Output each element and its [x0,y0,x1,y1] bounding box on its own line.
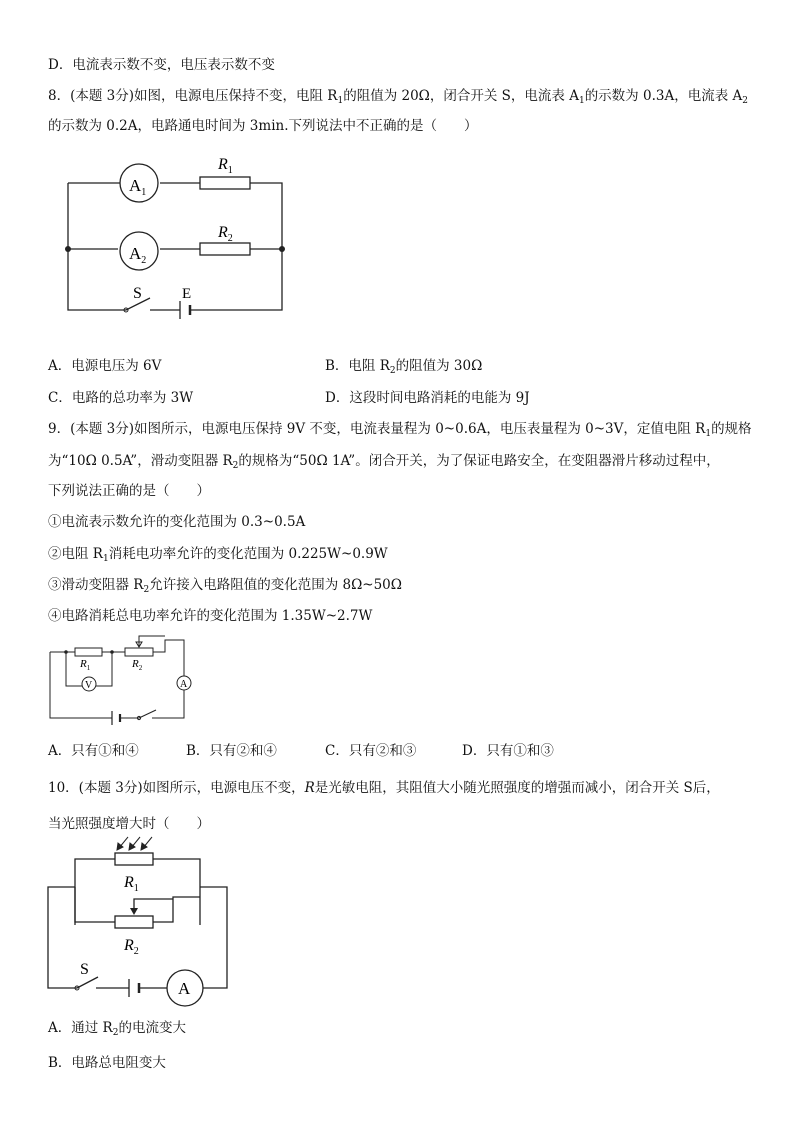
q8-stem-line2: 的示数为 0.2A，电路通电时间为 3min.下列说法中不正确的是（ ） [48,118,478,134]
q9-option-d[interactable]: D．只有①和③ [462,743,554,759]
q8-option-d[interactable]: D．这段时间电路消耗的电能为 9J [325,390,530,406]
light-arrows-icon [117,837,152,850]
q10-rheostat-r2 [115,916,153,928]
q9-option-b[interactable]: B．只有②和④ [186,743,277,759]
svg-text:S: S [133,285,142,302]
svg-text:S: S [80,961,89,978]
q9-statement-4: ④电路消耗总电功率允许的变化范围为 1.35W~2.7W [48,608,373,624]
svg-text:R2: $R_2$ [218,224,233,244]
q8-option-b[interactable]: B．电阻 $R_2$的阻值为 30Ω [325,358,483,376]
q9-statement-1: ①电流表示数允许的变化范围为 0.3~0.5A [48,514,306,530]
svg-text:R2: $R_2$ [124,937,139,957]
q10-switch-blade [77,977,98,988]
q9-statement-2: ②电阻 $R_1$消耗电功率允许的变化范围为 0.225W~0.9W [48,546,388,564]
svg-text:A2: $A_2$ [129,244,147,266]
svg-text:R1: $R_1$ [80,658,91,672]
svg-text:A: A [180,679,188,690]
q9-statement-3: ③滑动变阻器 $R_2$允许接入电路阻值的变化范围为 8Ω~50Ω [48,577,402,595]
svg-text:R1: $R_1$ [218,156,233,176]
svg-text:R2: $R_2$ [132,658,143,672]
q8-option-c[interactable]: C．电路的总功率为 3W [48,390,194,406]
q8-stem-line1: 8．(本题 3分)如图，电源电压保持不变，电阻 $R_1$的阻值为 20Ω，闭合开关 S，电流表 $A_1$的示数为 0.3A，电流表 $A_2$ [48,88,748,106]
svg-text:E: E [182,286,192,302]
svg-text:R1: $R_1$ [124,874,139,894]
q9-option-a[interactable]: A．只有①和④ [48,743,139,759]
svg-text:A: A [178,979,191,998]
q10-option-a[interactable]: A．通过 $R_2$的电流变大 [48,1020,186,1038]
q10-stem-line2: 当光照强度增大时（ ） [48,816,210,832]
svg-text:V: V [85,680,93,691]
q9-stem-line2: 为“10Ω 0.5A”，滑动变阻器 $R_2$的规格为“50Ω 1A”。闭合开关，为了保证电路安全，在变阻器滑片移动过程中， [48,453,720,471]
svg-text:A1: $A_1$ [129,176,147,198]
q7-option-d: D．电流表示数不变，电压表示数不变 [48,57,275,73]
q9-stem-line1: 9．(本题 3分)如图所示，电源电压保持 9V 不变，电流表量程为 0~0.6A，电压表量程为 0~3V，定值电阻 $R_1$的规格 [48,421,752,439]
q9-stem-line3: 下列说法正确的是（ ） [48,483,210,499]
q8-option-a[interactable]: A．电源电压为 6V [48,358,162,374]
q10-stem-line1: 10．(本题 3分)如图所示，电源电压不变，R是光敏电阻，其阻值大小随光照强度的增强而减小，闭合开关 S后， [48,780,720,796]
q9-option-c[interactable]: C．只有②和③ [325,743,417,759]
q10-photoresistor-r1 [115,853,153,865]
q10-option-b[interactable]: B．电路总电阻变大 [48,1055,166,1071]
